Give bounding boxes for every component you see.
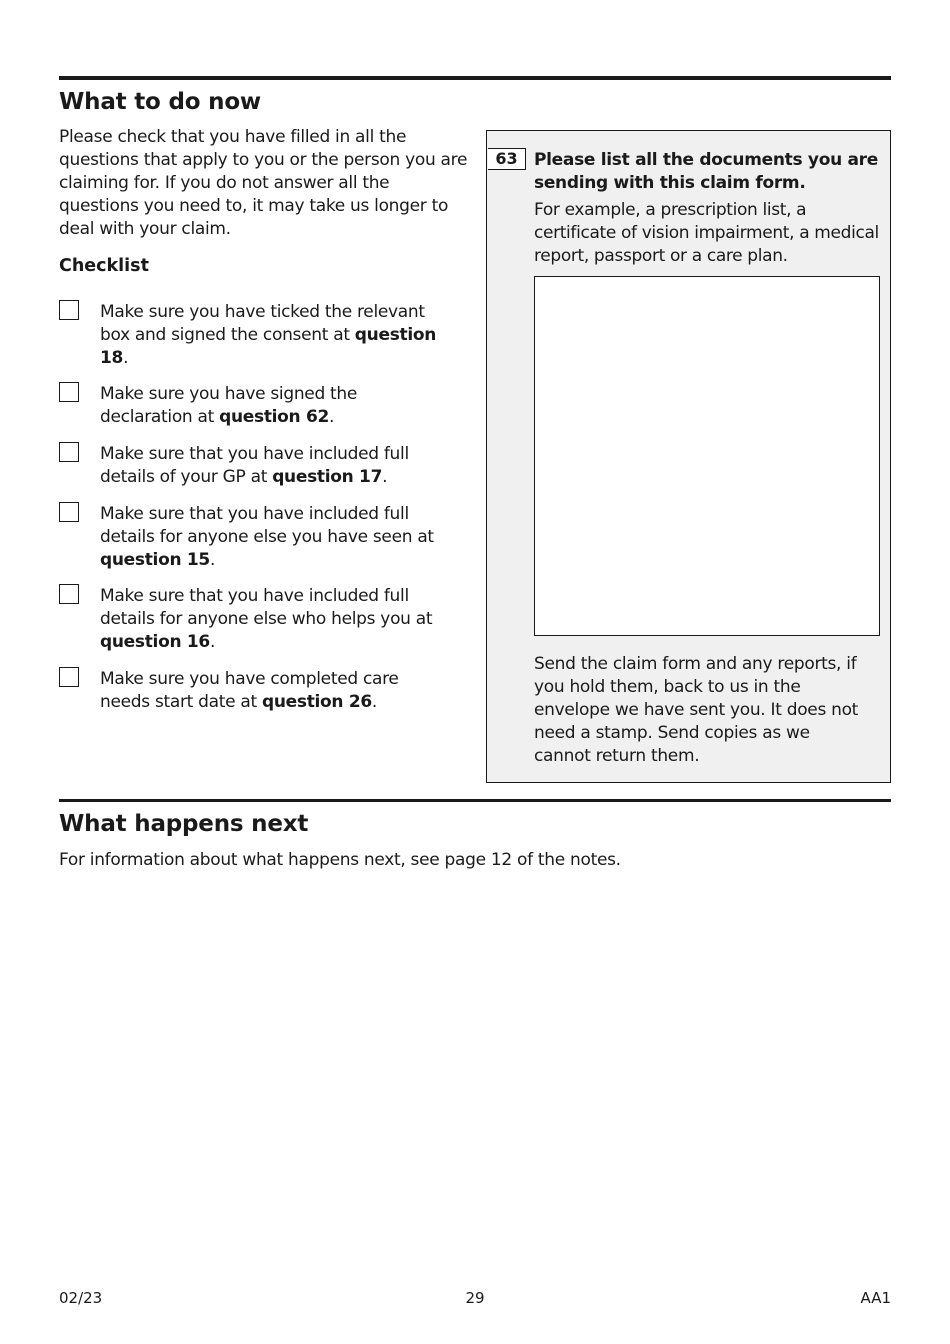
- checkbox[interactable]: [59, 502, 79, 522]
- checkbox[interactable]: [59, 382, 79, 402]
- checklist-item-text: Make sure that you have included full details for anyone else you have seen at question 15.: [100, 504, 434, 570]
- footer-page-number: 29: [465, 1289, 485, 1307]
- footer-form-code: AA1: [860, 1289, 891, 1307]
- checklist-item-text: Make sure that you have included full details for anyone else who helps you at question 16.: [100, 586, 433, 652]
- intro-text: Please check that you have filled in all the questions that apply to you or the person you are claiming for. If you do not answer all the questions you need to, it may take us longer to deal with your claim.: [59, 127, 468, 239]
- checkbox[interactable]: [59, 667, 79, 687]
- question-63-panel: [486, 130, 891, 783]
- checklist-item-text: Make sure you have signed the declaration at question 62.: [100, 384, 358, 427]
- checklist-item-text: Make sure you have completed care needs start date at question 26.: [100, 669, 399, 712]
- checkbox[interactable]: [59, 442, 79, 462]
- checkbox[interactable]: [59, 300, 79, 320]
- question-hint: For example, a prescription list, a certificate of vision impairment, a medical report, passport or a care plan.: [534, 200, 879, 266]
- checklist-heading: Checklist: [59, 256, 149, 276]
- section-divider-middle: [59, 799, 891, 802]
- section-divider-top: [59, 76, 891, 80]
- checklist-item-text: Make sure that you have included full details of your GP at question 17.: [100, 444, 409, 487]
- next-steps-text: For information about what happens next, see page 12 of the notes.: [59, 850, 621, 870]
- section-title-what-to-do-now: What to do now: [59, 89, 261, 115]
- question-number: 63: [488, 148, 526, 170]
- send-instructions: Send the claim form and any reports, if you hold them, back to us in the envelope we have sent you. It does not need a stamp. Send copies as we cannot return them.: [534, 654, 859, 766]
- question-title: Please list all the documents you are sending with this claim form.: [534, 150, 878, 193]
- documents-list-input[interactable]: [534, 276, 880, 636]
- checkbox[interactable]: [59, 584, 79, 604]
- checklist-item-text: Make sure you have ticked the relevant box and signed the consent at question 18.: [100, 302, 437, 368]
- section-title-what-happens-next: What happens next: [59, 811, 309, 837]
- footer-date: 02/23: [59, 1289, 103, 1307]
